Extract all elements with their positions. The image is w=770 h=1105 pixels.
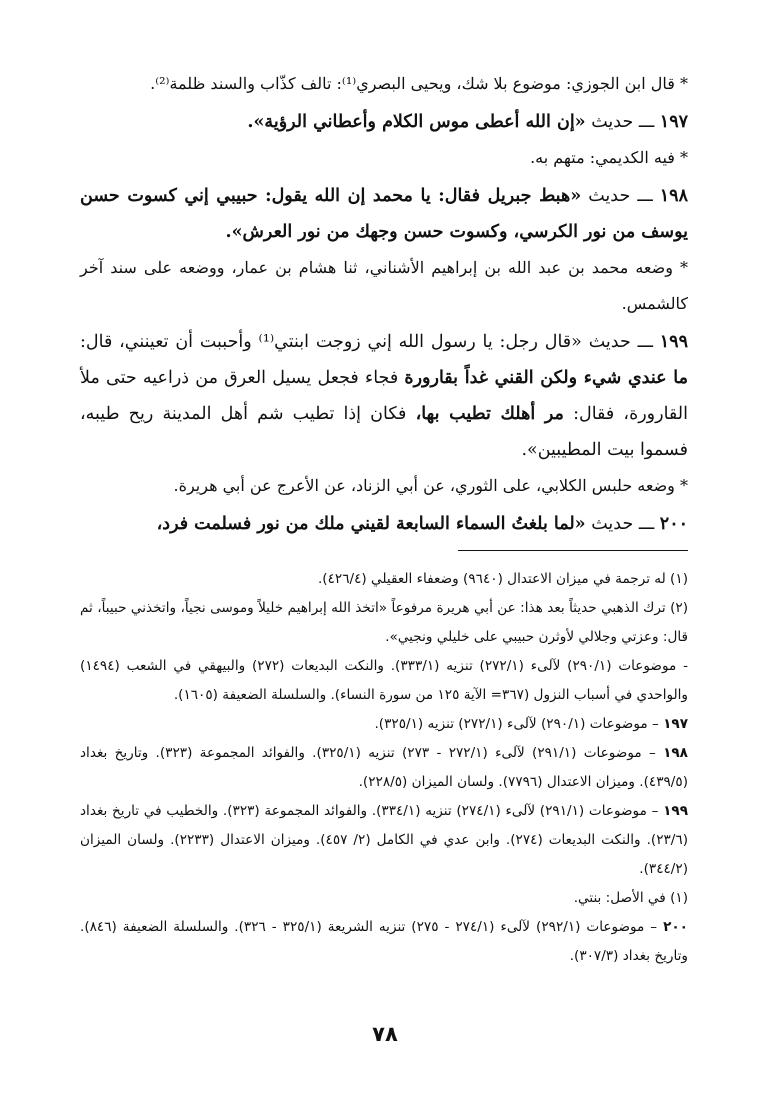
reference-number: ١٩٧ (663, 716, 688, 732)
commentary-halbas: * وضعه حلبس الكلابي، على الثوري، عن أبي الزناد، عن الأعرج عن أبي هريرة. (173, 476, 688, 495)
footnote-original: (١) في الأصل: بنتي. (573, 890, 688, 906)
hadith-number: ١٩٨ (659, 186, 688, 206)
main-text (80, 66, 688, 542)
reference-text: – موضوعات (٢٩١/١) لآلىء (٢٧٢/١ - ٢٧٣) تنزيه (٣٢٥/١). والفوائد المجموعة (٣٢٣). وتاريخ بغداد (٤٣٩/٥). وميزان الاعتدال (٧٧٩٦). ولسان الميزان (٢٢٨/٥). (80, 745, 688, 790)
hadith-lead: ـــ حديث (591, 514, 655, 534)
hadith-text: «لما بلغتُ السماء السابعة لقيني ملك من نور فسلمت فرد، (156, 514, 586, 534)
hadith-197 (80, 104, 688, 140)
reference-number: ١٩٨ (663, 745, 688, 761)
commentary-ushnani: * وضعه محمد بن عبد الله بن إبراهيم الأشناني، ثنا هشام بن عمار، ووضعه على سند آخر كالشمس. (80, 258, 688, 313)
footnote-divider (458, 550, 688, 551)
reference-198 (80, 739, 688, 797)
footnote-sources: - موضوعات (٢٩٠/١) لآلىء (٢٧٢/١) تنزيه (٣٣٣/١). والنكت البديعات (٢٧٢) والبيهقي في الشعب (١٤٩٤) والواحدي في أسباب النزول (٣٦٧= الآية ١٢٥ من سورة النساء). والسلسلة الضعيفة (١٦٠٥). (80, 658, 688, 703)
hadith-200 (80, 506, 688, 542)
hadith-number: ١٩٧ (659, 112, 688, 132)
hadith-lead: ـــ حديث (591, 112, 655, 132)
hadith-number: ١٩٩ (659, 332, 688, 352)
footnotes (80, 565, 688, 971)
reference-text: – موضوعات (٢٩١/١) لآلىء (٢٧٤/١) تنزيه (٣٣٤/١). والفوائد المجموعة (٣٢٣). والخطيب في تاريخ بغداد (٢٣/٦). والنكت البديعات (٢٧٤). وابن عدي في الكامل (٢/ ٤٥٧). وميزان الاعتدال (٢٢٣٣). ولسان الميزان (٣٤٤/٢). (80, 803, 688, 877)
hadith-lead: ـــ حديث (588, 186, 653, 206)
hadith-text: «هبط جبريل فقال: يا محمد إن الله يقول: حبيبي إني كسوت حسن يوسف من نور الكرسي، وكسوت حسن وجهك من نور العرش». (80, 186, 688, 242)
hadith-text: «إن الله أعطى موس الكلام وأعطاني الرؤية». (247, 112, 586, 132)
hadith-text-part: «قال رجل: يا رسول الله إني زوجت ابنتي⁽¹⁾ وأحببت أن تعينني، قال: (80, 332, 582, 352)
commentary-ibn-jawzi: * قال ابن الجوزي: موضوع بلا شك، ويحيى البصري⁽¹⁾: تالف كذّاب والسند ظلمة⁽²⁾. (150, 74, 688, 93)
page-number: ٧٨ (372, 1022, 398, 1046)
reference-197 (80, 710, 688, 739)
reference-200 (80, 913, 688, 971)
footnote-2: (٢) ترك الذهبي حديثاً بعد هذا: عن أبي هريرة مرفوعاً «اتخذ الله إبراهيم خليلاً وموسى نجياً، واتخذني حبيباً، ثم قال: وعزتي وجلالي لأوثرن حبيبي على خليلي ونجيي». (80, 600, 688, 645)
hadith-text-bold: مر أهلك تطيب بها، (415, 404, 564, 424)
commentary-kudaimi: * فيه الكديمي: متهم به. (530, 148, 688, 167)
reference-number: ٢٠٠ (663, 919, 688, 935)
reference-number: ١٩٩ (663, 803, 688, 819)
hadith-198 (80, 178, 688, 250)
reference-text: – موضوعات (٢٩٠/١) لآلىء (٢٧٢/١) تنزيه (٣٢٥/١). (374, 716, 659, 732)
hadith-number: ٢٠٠ (659, 514, 688, 534)
footnote-1: (١) له ترجمة في ميزان الاعتدال (٩٦٤٠) وضعفاء العقيلي (٤٢٦/٤). (317, 571, 688, 587)
hadith-text-bold: ما عندي شيء ولكن القني غداً بقارورة (404, 368, 688, 388)
hadith-lead: ـــ حديث (588, 332, 653, 352)
hadith-199 (80, 324, 688, 468)
hadith-text-part: فجاء فجعل يسيل العرق من ذراعيه حتى ملأ القارورة، فقال: (80, 368, 688, 424)
reference-text: – موضوعات (٢٩٢/١) لآلىء (٢٧٤/١ - ٢٧٥) تنزيه الشريعة (٣٢٥/١ - ٣٢٦). والسلسلة الضعيفة (٨٤٦). وتاريخ بغداد (٣٠٧/٣). (80, 919, 688, 964)
reference-199 (80, 797, 688, 884)
hadith-text-part: فكان إذا تطيب شم أهل المدينة ريح طيبه، فسموا بيت المطيبين». (80, 404, 688, 460)
